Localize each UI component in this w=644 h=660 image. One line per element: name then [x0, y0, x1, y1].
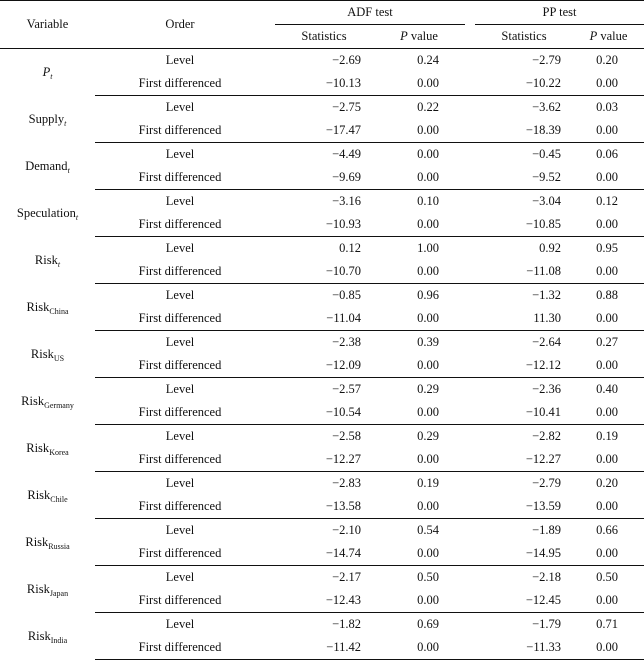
- pp-pvalue: 0.00: [573, 401, 644, 425]
- pp-statistic: −0.45: [532, 147, 561, 161]
- order-cell: First differenced: [95, 260, 265, 284]
- adf-statistic: −2.69: [332, 53, 361, 67]
- pp-statistic: −3.62: [532, 100, 561, 114]
- pp-statistic: −2.36: [532, 382, 561, 396]
- order-cell: First differenced: [95, 119, 265, 143]
- pp-pvalue: 0.00: [573, 260, 644, 284]
- pp-test-header: PP test: [475, 1, 644, 25]
- pp-statistic: −12.27: [475, 448, 573, 472]
- table-row: [0, 448, 644, 472]
- order-cell: Level: [165, 100, 195, 114]
- adf-statistic: −10.70: [275, 260, 373, 284]
- variable-subscript: Chile: [50, 494, 68, 504]
- pp-statistic: 0.92: [539, 241, 561, 255]
- adf-pvalue: 0.00: [373, 119, 465, 143]
- pp-pvalue: 0.20: [596, 476, 618, 490]
- adf-pvalue: 0.00: [373, 260, 465, 284]
- adf-pvalue: 0.19: [417, 476, 439, 490]
- pp-pvalue: 0.71: [596, 617, 618, 631]
- table-row: [0, 542, 644, 566]
- pp-statistic: −11.33: [475, 636, 573, 660]
- table-row: [0, 190, 644, 214]
- table-row: [0, 166, 644, 190]
- adf-test-header: ADF test: [275, 1, 465, 25]
- pp-pvalue: 0.00: [573, 72, 644, 96]
- variable-subscript: t: [57, 259, 61, 269]
- pp-pvalue: 0.00: [573, 448, 644, 472]
- adf-pvalue: 0.00: [373, 72, 465, 96]
- adf-pvalue: 0.50: [417, 570, 439, 584]
- pp-pvalue: 0.00: [573, 119, 644, 143]
- adf-statistic: −2.10: [332, 523, 361, 537]
- order-cell: First differenced: [95, 542, 265, 566]
- adf-statistic: −2.75: [332, 100, 361, 114]
- variable-cell: [0, 519, 95, 566]
- adf-statistic: −13.58: [275, 495, 373, 519]
- adf-pvalue: 0.24: [417, 53, 439, 67]
- variable-subscript: Japan: [49, 588, 69, 598]
- variable-name: Risk: [25, 534, 49, 549]
- adf-statistic: 0.12: [339, 241, 361, 255]
- order-cell: Level: [165, 476, 195, 490]
- variable-subscript: t: [67, 165, 70, 175]
- pp-statistic: −1.79: [532, 617, 561, 631]
- pp-pvalue: 0.00: [573, 213, 644, 237]
- pp-pvalue: 0.27: [596, 335, 618, 349]
- adf-pvalue: 0.10: [417, 194, 439, 208]
- variable-name: P: [42, 64, 51, 79]
- table-row: [0, 72, 644, 96]
- order-cell: First differenced: [95, 589, 265, 613]
- adf-statistic: −10.13: [275, 72, 373, 96]
- variable-name: Risk: [26, 440, 50, 455]
- variable-name: Risk: [21, 393, 45, 408]
- table-row: [0, 213, 644, 237]
- pp-statistic: −2.79: [532, 476, 561, 490]
- variable-cell: [0, 49, 95, 96]
- order-cell: Level: [165, 53, 195, 67]
- pp-statistic: −11.08: [475, 260, 573, 284]
- adf-statistic: −12.27: [275, 448, 373, 472]
- pp-pvalue: 0.19: [596, 429, 618, 443]
- adf-pvalue: 0.00: [373, 401, 465, 425]
- table-row: [0, 237, 644, 261]
- pp-statistic: −2.82: [532, 429, 561, 443]
- variable-cell: [0, 472, 95, 519]
- order-cell: First differenced: [95, 401, 265, 425]
- order-cell: Level: [165, 570, 195, 584]
- pp-pvalue: 0.95: [596, 241, 618, 255]
- pp-pvalue: 0.00: [573, 589, 644, 613]
- variable-name: Speculation: [16, 205, 76, 220]
- pp-statistic: −12.12: [475, 354, 573, 378]
- pp-statistic: −13.59: [475, 495, 573, 519]
- table-row: [0, 401, 644, 425]
- variable-cell: [0, 284, 95, 331]
- table-row: [0, 284, 644, 308]
- variable-cell: [0, 190, 95, 237]
- adf-statistic: −14.74: [275, 542, 373, 566]
- pp-pvalue-header: [573, 25, 644, 49]
- adf-pvalue: 0.39: [417, 335, 439, 349]
- table-row: [0, 378, 644, 402]
- table-row: [0, 96, 644, 120]
- variable-header: Variable: [0, 1, 95, 49]
- order-cell: First differenced: [95, 166, 265, 190]
- adf-pvalue: 0.00: [373, 354, 465, 378]
- adf-pvalue: 0.22: [417, 100, 439, 114]
- adf-statistic: −11.04: [275, 307, 373, 331]
- adf-pvalue: 0.96: [417, 288, 439, 302]
- adf-statistic: −17.47: [275, 119, 373, 143]
- pp-pvalue: 0.00: [573, 354, 644, 378]
- variable-cell: [0, 378, 95, 425]
- adf-pvalue: 0.00: [373, 542, 465, 566]
- adf-statistic: −2.58: [332, 429, 361, 443]
- table-row: [0, 143, 644, 167]
- pp-pvalue: 0.50: [596, 570, 618, 584]
- pp-statistic: −2.64: [532, 335, 561, 349]
- table-row: [0, 331, 644, 355]
- adf-statistic: −9.69: [275, 166, 373, 190]
- header-row-1: [0, 1, 644, 25]
- adf-pvalue: 1.00: [417, 241, 439, 255]
- variable-name: Demand: [25, 158, 68, 173]
- pp-pvalue: 0.00: [573, 636, 644, 660]
- pp-pvalue: 0.00: [573, 542, 644, 566]
- adf-pvalue: 0.00: [373, 589, 465, 613]
- table-row: [0, 495, 644, 519]
- adf-pvalue: 0.00: [373, 448, 465, 472]
- order-cell: First differenced: [95, 307, 265, 331]
- adf-statistic: −3.16: [332, 194, 361, 208]
- pp-statistic: −10.22: [475, 72, 573, 96]
- variable-name: Risk: [26, 299, 50, 314]
- table-row: [0, 354, 644, 378]
- table-row: [0, 636, 644, 660]
- variable-cell: [0, 237, 95, 284]
- variable-name: Risk: [27, 628, 51, 643]
- order-cell: Level: [165, 194, 195, 208]
- adf-statistic: −4.49: [332, 147, 361, 161]
- variable-name: Risk: [30, 346, 54, 361]
- order-cell: First differenced: [95, 448, 265, 472]
- adf-statistic: −12.09: [275, 354, 373, 378]
- table-row: [0, 589, 644, 613]
- p-letter: P: [589, 29, 598, 43]
- pp-statistic: −2.18: [532, 570, 561, 584]
- adf-pvalue: 0.00: [373, 307, 465, 331]
- adf-statistic: −2.83: [332, 476, 361, 490]
- table-row: [0, 472, 644, 496]
- adf-pvalue: 0.00: [373, 495, 465, 519]
- adf-statistics-header: Statistics: [275, 25, 373, 49]
- adf-statistic: −2.17: [332, 570, 361, 584]
- table-row: [0, 566, 644, 590]
- order-cell: First differenced: [95, 636, 265, 660]
- adf-statistic: −2.57: [332, 382, 361, 396]
- variable-cell: [0, 613, 95, 660]
- value-word: value: [597, 29, 628, 43]
- pp-statistic: −2.79: [532, 53, 561, 67]
- variable-subscript: India: [50, 635, 68, 645]
- variable-subscript: Korea: [49, 447, 69, 457]
- adf-pvalue: 0.54: [417, 523, 439, 537]
- pp-pvalue: 0.03: [596, 100, 618, 114]
- pp-pvalue: 0.00: [573, 166, 644, 190]
- adf-pvalue: 0.00: [373, 213, 465, 237]
- pp-pvalue: 0.06: [596, 147, 618, 161]
- pp-statistic: −1.89: [532, 523, 561, 537]
- variable-name: Risk: [34, 252, 58, 267]
- adf-statistic: −0.85: [332, 288, 361, 302]
- table-row: [0, 119, 644, 143]
- order-cell: Level: [165, 382, 195, 396]
- order-cell: Level: [165, 429, 195, 443]
- adf-statistic: −10.54: [275, 401, 373, 425]
- adf-statistic: −1.82: [332, 617, 361, 631]
- adf-pvalue: 0.29: [417, 429, 439, 443]
- variable-cell: [0, 425, 95, 472]
- table-row: [0, 49, 644, 73]
- variable-name: Supply: [28, 111, 65, 126]
- order-cell: First differenced: [95, 354, 265, 378]
- pp-statistics-header: Statistics: [475, 25, 573, 49]
- p-letter: P: [400, 29, 408, 43]
- variable-cell: [0, 566, 95, 613]
- value-word: value: [407, 29, 438, 43]
- table-row: [0, 307, 644, 331]
- order-cell: Level: [165, 523, 195, 537]
- adf-pvalue: 0.00: [417, 147, 439, 161]
- adf-pvalue: 0.29: [417, 382, 439, 396]
- order-header: Order: [95, 1, 265, 49]
- pp-statistic: −9.52: [475, 166, 573, 190]
- order-cell: Level: [165, 241, 195, 255]
- pp-pvalue: 0.00: [573, 495, 644, 519]
- table-row: [0, 519, 644, 543]
- pp-pvalue: 0.12: [596, 194, 618, 208]
- variable-name: Risk: [27, 487, 51, 502]
- variable-cell: [0, 331, 95, 378]
- pp-statistic: −10.41: [475, 401, 573, 425]
- variable-name: Risk: [26, 581, 50, 596]
- pp-pvalue: 0.20: [596, 53, 618, 67]
- variable-subscript: China: [49, 306, 69, 316]
- variable-subscript: t: [75, 212, 79, 222]
- pp-pvalue: 0.40: [596, 382, 618, 396]
- order-cell: First differenced: [95, 495, 265, 519]
- variable-subscript: Russia: [48, 541, 70, 551]
- table-row: [0, 260, 644, 284]
- pp-statistic: −1.32: [532, 288, 561, 302]
- table-row: [0, 425, 644, 449]
- pp-statistic: −14.95: [475, 542, 573, 566]
- pp-pvalue: 0.88: [596, 288, 618, 302]
- order-cell: First differenced: [95, 72, 265, 96]
- adf-statistic: −11.42: [275, 636, 373, 660]
- order-cell: Level: [165, 617, 195, 631]
- variable-subscript: t: [64, 118, 67, 128]
- pp-pvalue: 0.66: [596, 523, 618, 537]
- table-row: [0, 613, 644, 637]
- adf-pvalue: 0.00: [373, 166, 465, 190]
- adf-pvalue-header: [373, 25, 465, 49]
- order-cell: Level: [165, 147, 195, 161]
- variable-subscript: Germany: [44, 400, 74, 410]
- adf-statistic: −12.43: [275, 589, 373, 613]
- order-cell: First differenced: [95, 213, 265, 237]
- pp-statistic: 11.30: [475, 307, 573, 331]
- adf-pvalue: 0.00: [373, 636, 465, 660]
- adf-pvalue: 0.69: [417, 617, 439, 631]
- variable-subscript: US: [53, 353, 65, 363]
- pp-statistic: −18.39: [475, 119, 573, 143]
- pp-statistic: −3.04: [532, 194, 561, 208]
- pp-pvalue: 0.00: [573, 307, 644, 331]
- adf-statistic: −2.38: [332, 335, 361, 349]
- adf-statistic: −10.93: [275, 213, 373, 237]
- variable-cell: [0, 143, 95, 190]
- variable-cell: [0, 96, 95, 143]
- order-cell: Level: [165, 288, 195, 302]
- variable-subscript: t: [50, 71, 53, 81]
- order-cell: Level: [165, 335, 195, 349]
- pp-statistic: −10.85: [475, 213, 573, 237]
- pp-statistic: −12.45: [475, 589, 573, 613]
